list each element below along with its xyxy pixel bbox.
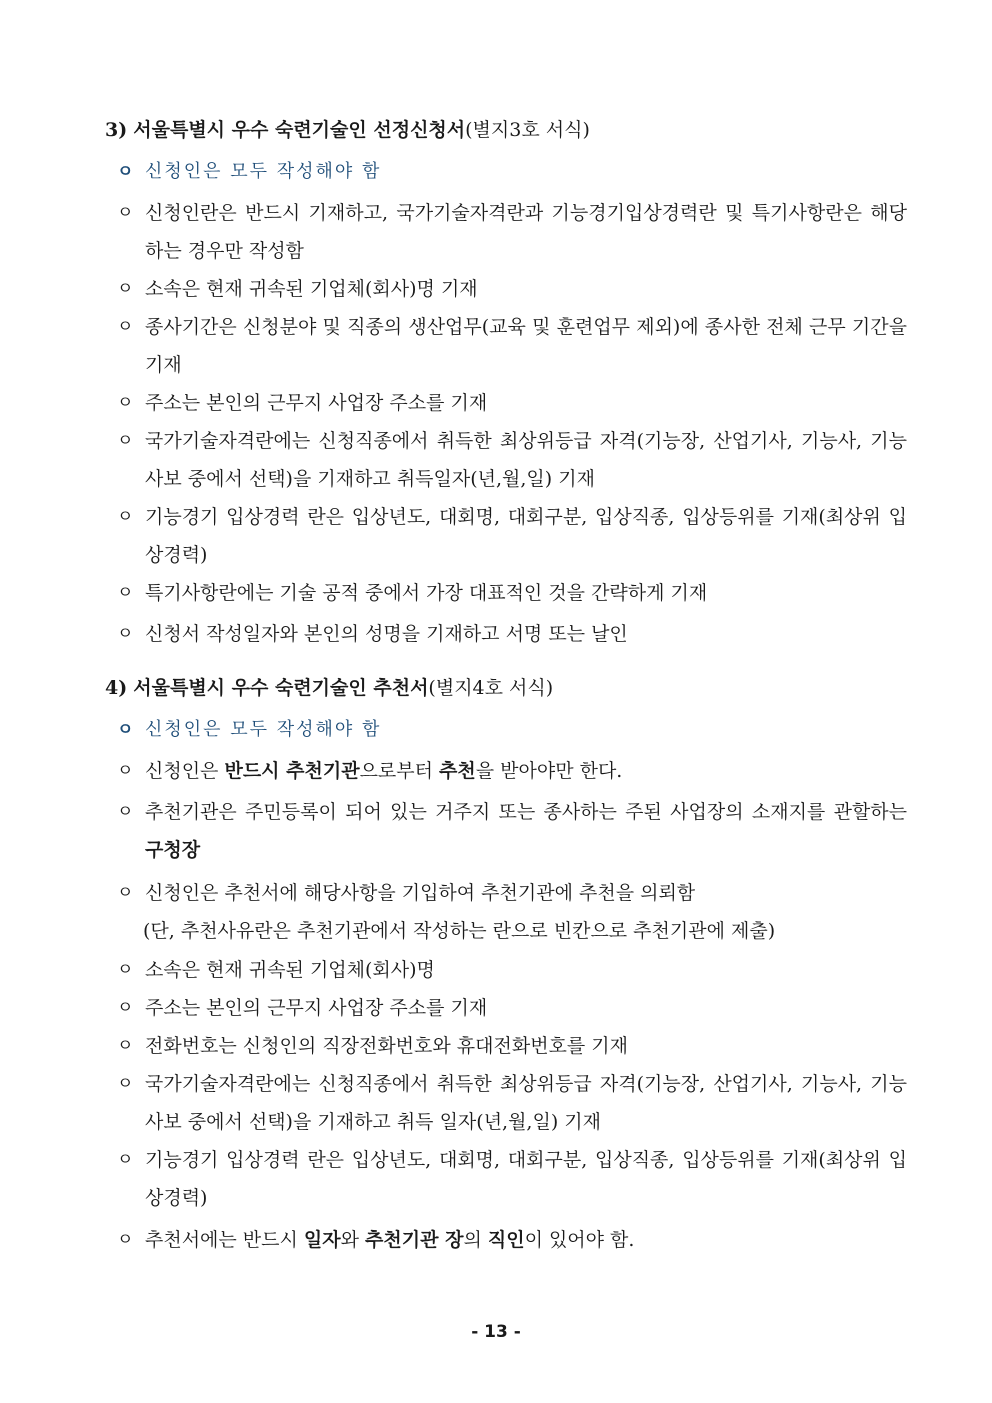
section-3-form-ref: (별지3호 서식) [465,119,590,141]
section-3-item-special: ㅇ 특기사항란에는 기술 공적 중에서 가장 대표적인 것을 간략하게 기재 [117,574,907,612]
section-3-item-affiliation: ㅇ 소속은 현재 귀속된 기업체(회사)명 기재 [117,270,907,308]
section-4-item-request: ㅇ 신청인은 추천서에 해당사항을 기입하여 추천기관에 추천을 의뢰함 [117,874,907,912]
bullet: ㅇ [117,883,134,903]
section-4-item-seal: ㅇ 추천서에는 반드시 일자와 추천기관 장의 직인이 있어야 함. [117,1221,907,1259]
section-4-item-affiliation: ㅇ 소속은 현재 귀속된 기업체(회사)명 [117,951,907,989]
section-4-item-address: ㅇ 주소는 본인의 근무지 사업장 주소를 기재 [117,989,907,1027]
section-4-item-recommendation: ㅇ 신청인은 반드시 추천기관으로부터 추천을 받아야만 한다. [117,752,907,790]
emphasis-date: 일자 [303,1229,341,1251]
bullet: ㅇ [117,279,134,299]
emphasis-mandatory-agency: 반드시 추천기관 [224,760,360,782]
bullet: ㅇ [117,720,134,740]
section-3-item-signature: ㅇ 신청서 작성일자와 본인의 성명을 기재하고 서명 또는 날인 [117,615,907,653]
bullet: ㅇ [117,162,134,182]
bullet: ㅇ [117,960,134,980]
section-3-item-all-required: ㅇ 신청인은 모두 작성해야 함 [117,153,907,191]
section-4-item-qualification: ㅇ 국가기술자격란에는 신청직종에서 취득한 최상위등급 자격(기능장, 산업기사, 기능사, 기능사보 중에서 선택)을 기재하고 취득 일자(년,월,일) 기재 [117,1065,907,1141]
emphasis-agency-head: 추천기관 장 [365,1229,464,1251]
section-4-title: 서울특별시 우수 숙련기술인 추천서 [133,677,429,699]
emphasis-official-seal: 직인 [487,1229,525,1251]
section-4-item-agency: ㅇ 추천기관은 주민등록이 되어 있는 거주지 또는 종사하는 주된 사업장의 소재지를 관할하는 구청장 [117,793,907,869]
bullet: ㅇ [117,317,134,337]
bullet: ㅇ [117,802,134,822]
section-3-number: 3) [105,119,128,141]
bullet: ㅇ [117,624,134,644]
bullet: ㅇ [117,761,134,781]
section-4-heading [105,674,905,702]
section-3-item-applicant: ㅇ 신청인란은 반드시 기재하고, 국가기술자격란과 기능경기입상경력란 및 특기사항란은 해당하는 경우만 작성함 [117,194,907,270]
bullet: ㅇ [117,203,134,223]
section-4-item-all-required: ㅇ 신청인은 모두 작성해야 함 [117,711,907,749]
section-4-note: (단, 추천사유란은 추천기관에서 작성하는 란으로 빈칸으로 추천기관에 제출) [143,920,776,942]
emphasis-recommend: 추천 [439,760,476,782]
section-4-item-competition: ㅇ 기능경기 입상경력 란은 입상년도, 대회명, 대회구분, 입상직종, 입상등위를 기재(최상위 입상경력) [117,1141,907,1217]
section-3-item-period: ㅇ 종사기간은 신청분야 및 직종의 생산업무(교육 및 훈련업무 제외)에 종사한 전체 근무 기간을 기재 [117,308,907,384]
emphasis-district-head: 구청장 [145,839,201,861]
section-4-item-phone: ㅇ 전화번호는 신청인의 직장전화번호와 휴대전화번호를 기재 [117,1027,907,1065]
bullet: ㅇ [117,507,134,527]
bullet: ㅇ [117,431,134,451]
section-3-item-address: ㅇ 주소는 본인의 근무지 사업장 주소를 기재 [117,384,907,422]
bullet: ㅇ [117,393,134,413]
bullet: ㅇ [117,1036,134,1056]
section-4-form-ref: (별지4호 서식) [428,677,554,699]
section-3-item-qualification: ㅇ 국가기술자격란에는 신청직종에서 취득한 최상위등급 자격(기능장, 산업기사, 기능사, 기능사보 중에서 선택)을 기재하고 취득일자(년,월,일) 기재 [117,422,907,498]
section-3-heading [105,116,905,144]
bullet: ㅇ [117,583,134,603]
bullet: ㅇ [117,1150,134,1170]
section-4-number: 4) [105,677,128,699]
bullet: ㅇ [117,1230,134,1250]
section-3-item-competition: ㅇ 기능경기 입상경력 란은 입상년도, 대회명, 대회구분, 입상직종, 입상등위를 기재(최상위 입상경력) [117,498,907,574]
section-3-title: 서울특별시 우수 숙련기술인 선정신청서 [133,119,466,141]
page-number: - 13 - [471,1322,521,1342]
bullet: ㅇ [117,998,134,1018]
bullet: ㅇ [117,1074,134,1094]
